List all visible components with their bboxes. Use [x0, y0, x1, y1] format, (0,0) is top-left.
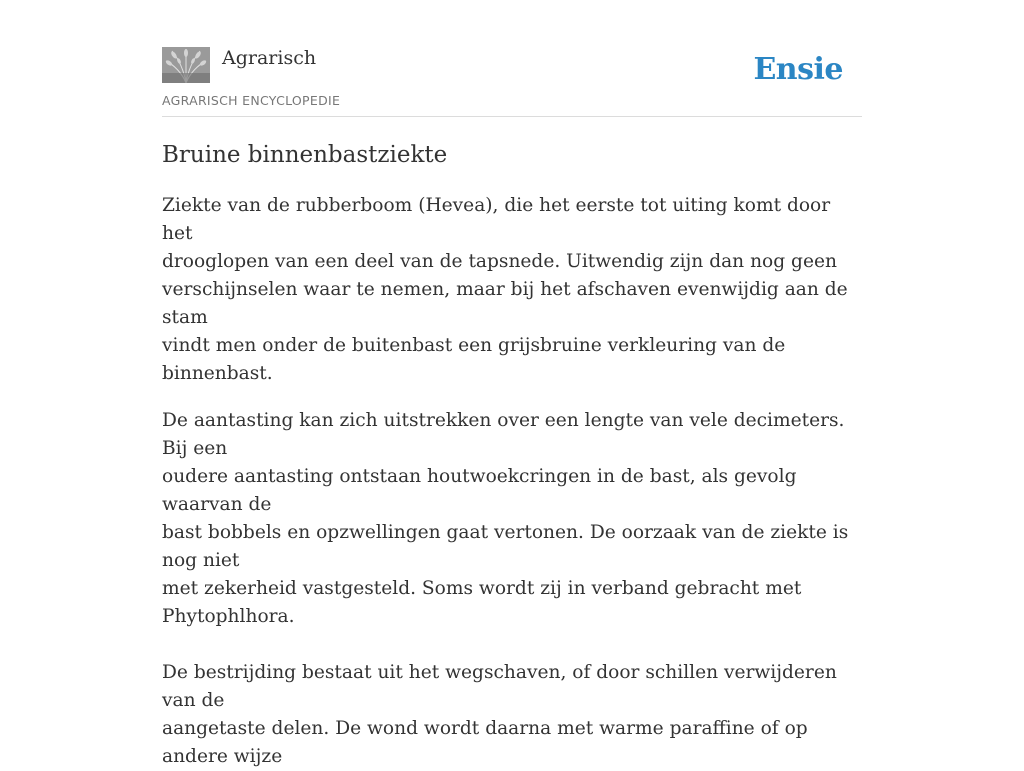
source-name[interactable]: Agrarisch	[222, 47, 317, 69]
source-avatar[interactable]	[162, 47, 210, 83]
article-paragraph: De aantasting kan zich uitstrekken over een lengte van vele decimeters. Bij een oudere aantasting ontstaan houtwoekcringen in de bast, als gevolg waarvan de bast bobbels en opzwellingen gaat vertonen. De oorzaak van de ziekte is nog niet met zekerheid vastgesteld. Soms wordt zij in verband gebracht met Phytophlhora.	[162, 410, 849, 627]
source-subtitle: AGRARISCH ENCYCLOPEDIE	[162, 93, 341, 108]
article-paragraph: De bestrijding bestaat uit het wegschaven, of door schillen verwijderen van de aangetaste delen. De wond wordt daarna met warme paraffine of op andere wijze	[162, 662, 837, 767]
article-body	[162, 192, 862, 771]
article-title: Bruine binnenbastziekte	[162, 142, 448, 168]
source-header	[162, 46, 862, 117]
article-paragraph: Ziekte van de rubberboom (Hevea), die het eerste tot uiting komt door het drooglopen van een deel van de tapsnede. Uitwendig zijn dan nog geen verschijnselen waar te nemen, maar bij het afschaven evenwijdig aan de stam vindt men onder de buitenbast een grijsbruine verkleuring van de binnenbast.	[162, 195, 848, 384]
brand-logo[interactable]: Ensie	[753, 52, 843, 87]
wheat-ears-icon	[162, 47, 210, 83]
